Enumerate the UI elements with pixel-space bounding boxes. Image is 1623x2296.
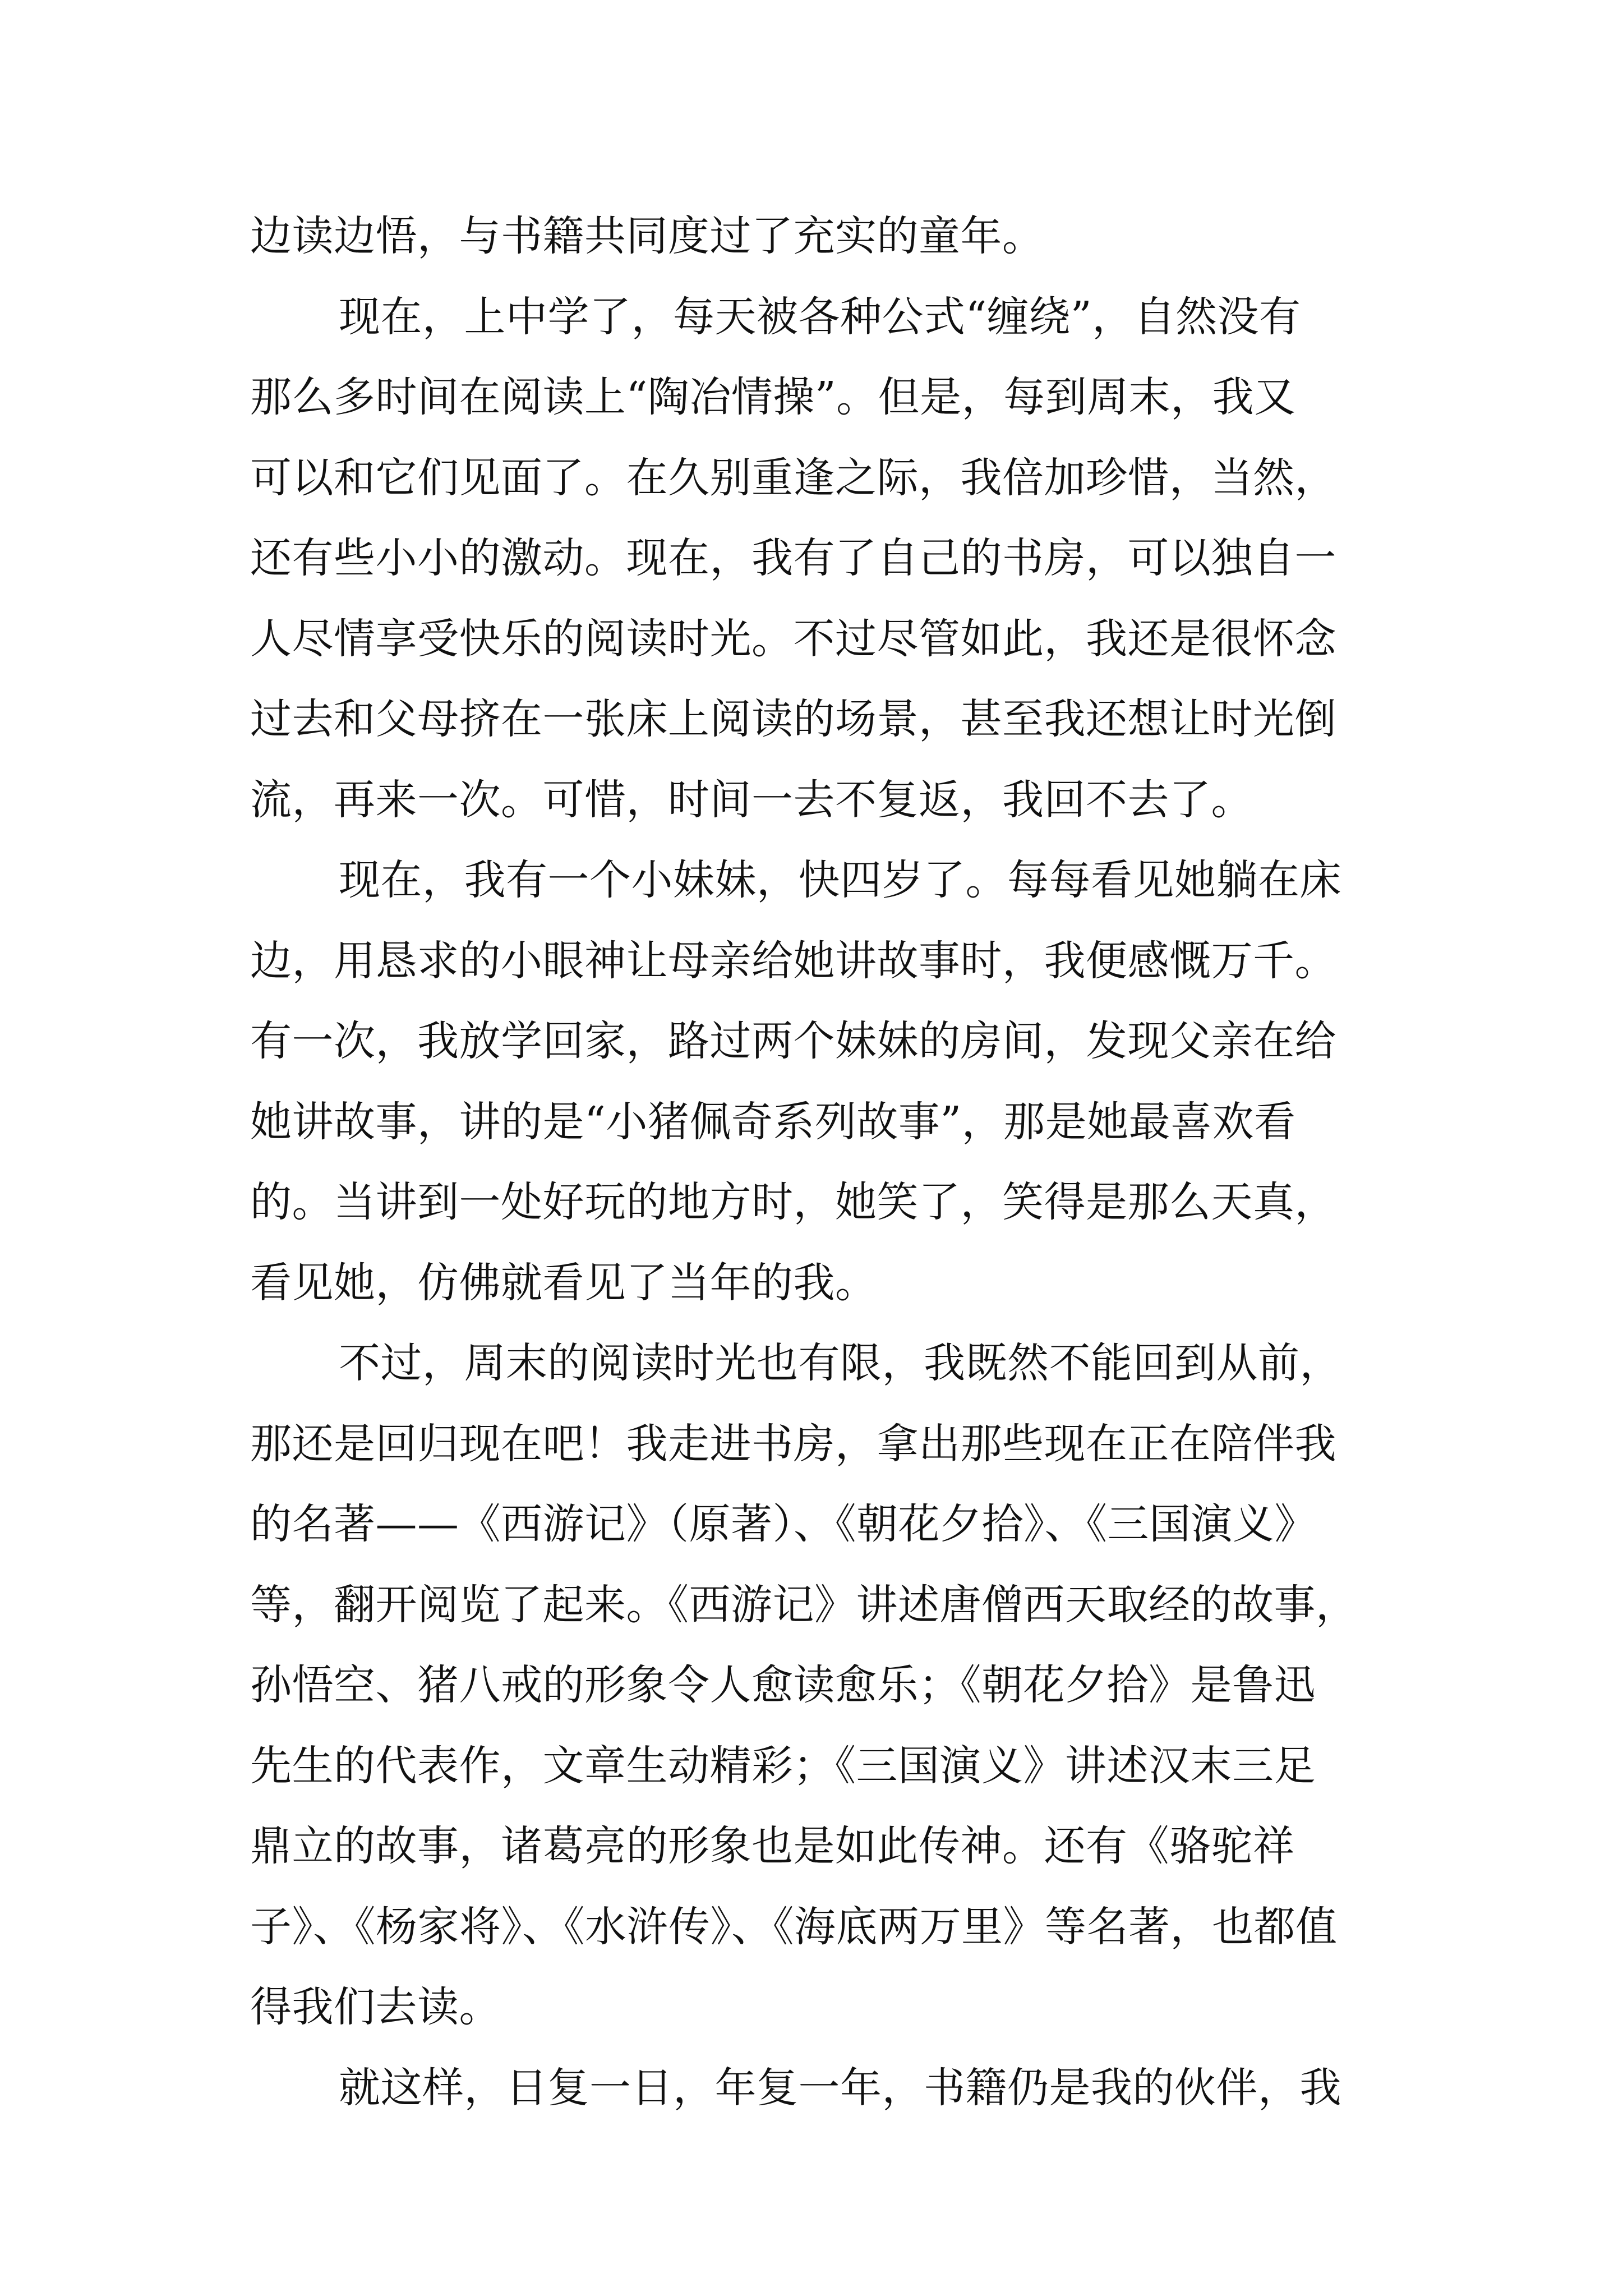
text-line: 的。当讲到一处好玩的地方时，她笑了，笑得是那么天真，	[250, 1178, 1336, 1226]
text-line: 现在，我有一个小妹妹，快四岁了。每每看见她躺在床	[339, 856, 1341, 904]
text-line: 边读边悟，与书籍共同度过了充实的童年。	[250, 212, 1044, 260]
text-line: 的名著——《西游记》（原著）、《朝花夕拾》、《三国演义》	[250, 1500, 1316, 1548]
text-line: 有一次，我放学回家，路过两个妹妹的房间，发现父亲在给	[250, 1017, 1336, 1065]
text-line: 孙悟空、猪八戒的形象令人愈读愈乐；《朝花夕拾》是鲁迅	[250, 1661, 1316, 1709]
text-line: 得我们去读。	[250, 1983, 501, 2031]
text-line: 就这样，日复一日，年复一年，书籍仍是我的伙伴，我	[339, 2063, 1341, 2112]
text-line: 现在，上中学了，每天被各种公式“缠绕”，自然没有	[339, 292, 1301, 341]
text-line: 还有些小小的激动。现在，我有了自己的书房，可以独自一	[250, 534, 1336, 582]
text-line: 那还是回归现在吧！我走进书房，拿出那些现在正在陪伴我	[250, 1419, 1336, 1468]
text-line: 看见她，仿佛就看见了当年的我。	[250, 1258, 877, 1307]
text-line: 边，用恳求的小眼神让母亲给她讲故事时，我便感慨万千。	[250, 936, 1336, 985]
text-line: 可以和它们见面了。在久别重逢之际，我倍加珍惜，当然，	[250, 453, 1336, 502]
text-line: 那么多时间在阅读上“陶冶情操”。但是，每到周末，我又	[250, 373, 1296, 421]
text-line: 鼎立的故事，诸葛亮的形象也是如此传神。还有《骆驼祥	[250, 1822, 1295, 1870]
text-line: 人尽情享受快乐的阅读时光。不过尽管如此，我还是很怀念	[250, 614, 1336, 663]
text-line: 子》、《杨家将》、《水浒传》、《海底两万里》等名著，也都值	[250, 1902, 1338, 1951]
essay-text	[250, 196, 1400, 2128]
text-line: 过去和父母挤在一张床上阅读的场景，甚至我还想让时光倒	[250, 695, 1336, 743]
text-line: 她讲故事，讲的是“小猪佩奇系列故事”，那是她最喜欢看	[250, 1097, 1296, 1146]
text-line: 等，翻开阅览了起来。《西游记》讲述唐僧西天取经的故事，	[250, 1580, 1358, 1629]
text-line: 流，再来一次。可惜，时间一去不复返，我回不去了。	[250, 775, 1253, 824]
text-line: 先生的代表作，文章生动精彩；《三国演义》讲述汉末三足	[250, 1741, 1316, 1790]
text-line: 不过，周末的阅读时光也有限，我既然不能回到从前，	[339, 1339, 1341, 1387]
